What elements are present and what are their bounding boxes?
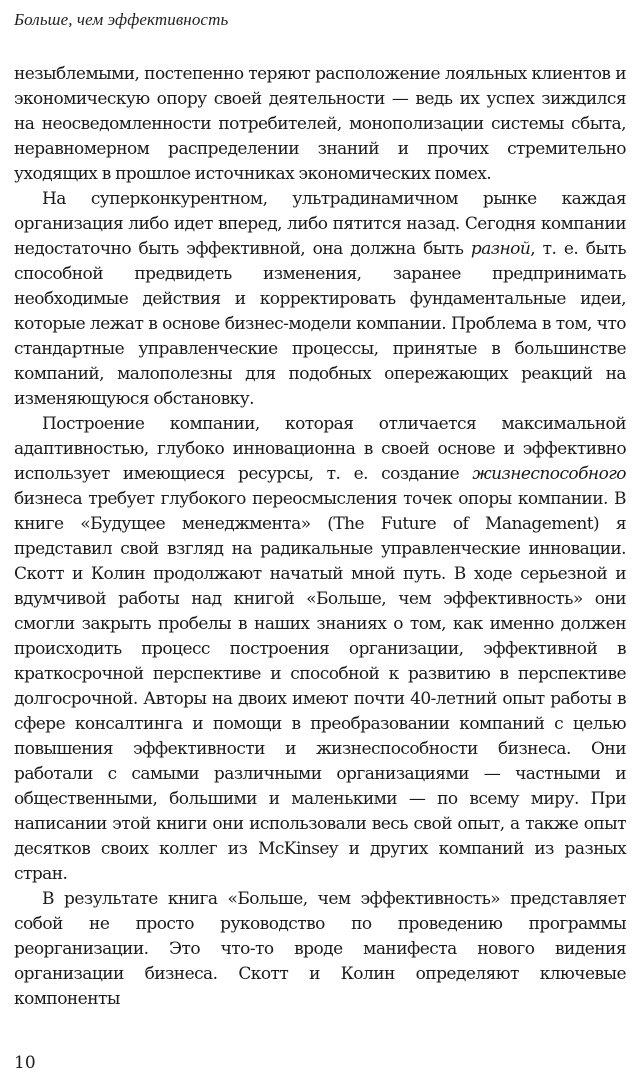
running-head: Больше, чем эффективность xyxy=(14,10,229,29)
paragraph-market xyxy=(14,187,626,412)
paragraph-result: В результате книга «Больше, чем эффективность» представляет собой не просто руководство по проведению программы реорганизации. Это что-то вроде манифеста нового видения организации бизнеса. Скотт и Колин определяют ключевые компоненты xyxy=(14,889,626,1009)
body-text xyxy=(14,62,626,1012)
paragraph-continued: незыблемыми, постепенно теряют расположение лояльных клиентов и экономическую опору своей деятельности — ведь их успех зиждился на неосведомленности потребителей, монополизации системы сбыта, неравномерном распределении знаний и прочих стремительно уходящих в прошлое источниках экономических помех. xyxy=(14,64,626,184)
paragraph-building-text-a: Построение компании, которая отличается максимальной адаптивностью, глубоко инновационна в своей основе и эффективно использует имеющиеся ресурсы, т. е. создание xyxy=(14,414,626,484)
paragraph-building-emphasis: жизнеспособного xyxy=(472,464,626,484)
paragraph-market-emphasis: разной xyxy=(470,239,531,259)
paragraph-market-text-b: , т. е. быть способной предвидеть изменения, заранее предпринимать необходимые действия и корректировать фундаментальные идеи, которые лежат в основе бизнес-модели компании. Проблема в том, что стандартные управленческие процессы, принятые в большинстве компаний, малополезны для подобных опережающих реакций на изменяющуюся обстановку. xyxy=(14,239,626,409)
paragraph-market-text-a: На суперконкурентном, ультрадинамичном рынке каждая организация либо идет вперед, либо пятится назад. Сегодня компании недостаточно быть эффективной, она должна быть xyxy=(14,189,626,259)
paragraph-building-text-b: бизнеса требует глубокого переосмысления точек опоры компании. В книге «Будущее менеджмента» (The Future of Management) я представил свой взгляд на радикальные управленческие инновации. Скотт и Колин продолжают начатый мной путь. В ходе серьезной и вдумчивой работы над книгой «Больше, чем эффективность» они смогли закрыть пробелы в наших знаниях о том, как именно должен происходить процесс построения организации, эффективной в краткосрочной перспективе и способной к развитию в перспективе долгосрочной. Авторы на двоих имеют почти 40-летний опыт работы в сфере консалтинга и помощи в преобразовании компаний с целью повышения эффективности и жизнеспособности бизнеса. Они работали с самыми различными организациями — частными и общественными, большими и маленькими — по всему миру. При написании этой книги они использовали весь свой опыт, а также опыт десятков своих коллег из McKinsey и других компаний из разных стран. xyxy=(14,489,626,884)
paragraph-building xyxy=(14,412,626,887)
page-number: 10 xyxy=(14,1053,36,1073)
